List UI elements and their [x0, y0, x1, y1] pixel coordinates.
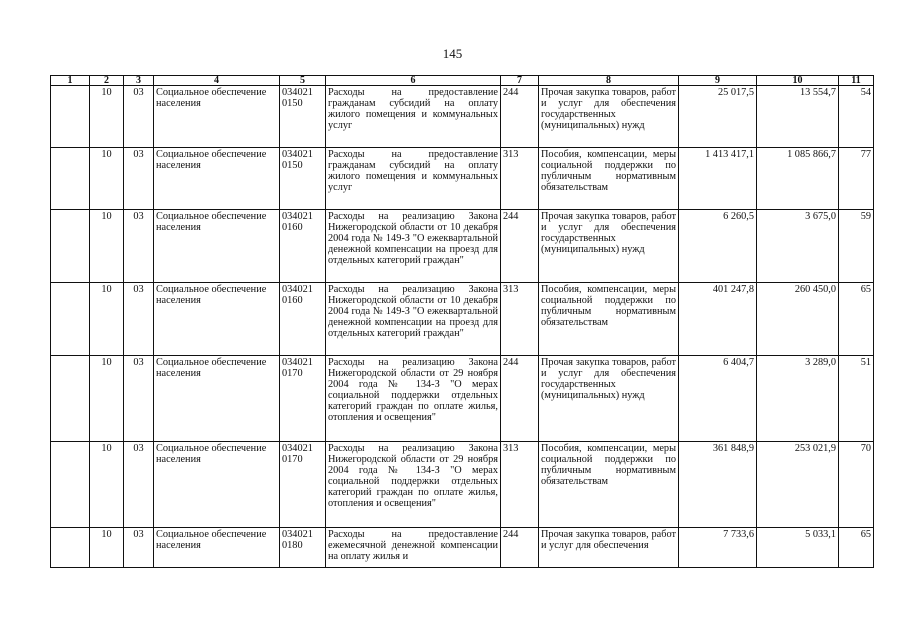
table-row — [51, 442, 874, 528]
cell-expense-name: Прочая закупка товаров, работ и услуг для обеспечения государственных (муниципальных) нужд — [539, 210, 679, 283]
cell-target-code: 034021 0170 — [280, 356, 326, 442]
cell-plan: 25 017,5 — [679, 86, 757, 148]
col-header: 7 — [501, 76, 539, 86]
cell-subsection: 03 — [124, 148, 154, 210]
cell-description: Расходы на реализацию Закона Нижегородской области от 29 ноября 2004 года № 134-З "О мерах социальной поддержки отдельных категорий граждан по оплате жилья, отопления и освещения" — [326, 356, 501, 442]
cell-plan: 1 413 417,1 — [679, 148, 757, 210]
cell-name: Социальное обеспечение населения — [154, 528, 280, 568]
cell-target-code: 034021 0150 — [280, 148, 326, 210]
cell-target-code: 034021 0180 — [280, 528, 326, 568]
budget-table — [50, 75, 874, 568]
cell-percent: 65 — [839, 283, 874, 356]
cell-description: Расходы на предоставление гражданам субсидий на оплату жилого помещения и коммунальных услуг — [326, 86, 501, 148]
cell-empty — [51, 528, 90, 568]
table-row — [51, 148, 874, 210]
col-header: 4 — [154, 76, 280, 86]
table-row — [51, 356, 874, 442]
cell-plan: 7 733,6 — [679, 528, 757, 568]
page-number: 145 — [442, 46, 463, 61]
cell-target-code: 034021 0160 — [280, 283, 326, 356]
cell-expense-name: Пособия, компенсации, меры социальной поддержки по публичным нормативным обязательствам — [539, 283, 679, 356]
cell-percent: 77 — [839, 148, 874, 210]
cell-expense-name: Пособия, компенсации, меры социальной поддержки по публичным нормативным обязательствам — [539, 148, 679, 210]
col-header: 10 — [757, 76, 839, 86]
col-header: 2 — [90, 76, 124, 86]
cell-expense-type: 313 — [501, 148, 539, 210]
col-header: 9 — [679, 76, 757, 86]
cell-subsection: 03 — [124, 442, 154, 528]
cell-empty — [51, 356, 90, 442]
col-header: 11 — [839, 76, 874, 86]
cell-empty — [51, 148, 90, 210]
cell-empty — [51, 283, 90, 356]
col-header: 1 — [51, 76, 90, 86]
cell-section: 10 — [90, 148, 124, 210]
cell-name: Социальное обеспечение населения — [154, 148, 280, 210]
cell-actual: 260 450,0 — [757, 283, 839, 356]
table-row — [51, 210, 874, 283]
table-row — [51, 283, 874, 356]
cell-expense-name: Пособия, компенсации, меры социальной поддержки по публичным нормативным обязательствам — [539, 442, 679, 528]
cell-empty — [51, 86, 90, 148]
cell-section: 10 — [90, 283, 124, 356]
cell-empty — [51, 210, 90, 283]
cell-target-code: 034021 0170 — [280, 442, 326, 528]
header-row — [51, 76, 874, 86]
cell-target-code: 034021 0160 — [280, 210, 326, 283]
cell-expense-name: Прочая закупка товаров, работ и услуг для обеспечения государственных (муниципальных) нужд — [539, 86, 679, 148]
cell-percent: 70 — [839, 442, 874, 528]
col-header: 6 — [326, 76, 501, 86]
cell-subsection: 03 — [124, 356, 154, 442]
cell-actual: 13 554,7 — [757, 86, 839, 148]
cell-actual: 5 033,1 — [757, 528, 839, 568]
cell-name: Социальное обеспечение населения — [154, 283, 280, 356]
cell-section: 10 — [90, 210, 124, 283]
cell-subsection: 03 — [124, 283, 154, 356]
cell-target-code: 034021 0150 — [280, 86, 326, 148]
table-row — [51, 528, 874, 568]
cell-name: Социальное обеспечение населения — [154, 86, 280, 148]
cell-actual: 3 675,0 — [757, 210, 839, 283]
cell-name: Социальное обеспечение населения — [154, 442, 280, 528]
cell-name: Социальное обеспечение населения — [154, 210, 280, 283]
cell-expense-type: 313 — [501, 442, 539, 528]
cell-section: 10 — [90, 356, 124, 442]
cell-subsection: 03 — [124, 86, 154, 148]
cell-expense-type: 244 — [501, 528, 539, 568]
cell-actual: 3 289,0 — [757, 356, 839, 442]
cell-plan: 6 260,5 — [679, 210, 757, 283]
col-header: 3 — [124, 76, 154, 86]
col-header: 5 — [280, 76, 326, 86]
cell-percent: 51 — [839, 356, 874, 442]
cell-plan: 6 404,7 — [679, 356, 757, 442]
cell-actual: 253 021,9 — [757, 442, 839, 528]
cell-name: Социальное обеспечение населения — [154, 356, 280, 442]
cell-expense-name: Прочая закупка товаров, работ и услуг для обеспечения — [539, 528, 679, 568]
cell-expense-type: 313 — [501, 283, 539, 356]
cell-percent: 54 — [839, 86, 874, 148]
cell-expense-type: 244 — [501, 86, 539, 148]
cell-plan: 401 247,8 — [679, 283, 757, 356]
cell-expense-type: 244 — [501, 356, 539, 442]
cell-description: Расходы на реализацию Закона Нижегородской области от 29 ноября 2004 года № 134-З "О мерах социальной поддержки отдельных категорий граждан по оплате жилья, отопления и освещения" — [326, 442, 501, 528]
cell-percent: 59 — [839, 210, 874, 283]
cell-section: 10 — [90, 442, 124, 528]
cell-description: Расходы на предоставление гражданам субсидий на оплату жилого помещения и коммунальных услуг — [326, 148, 501, 210]
cell-section: 10 — [90, 528, 124, 568]
cell-expense-type: 244 — [501, 210, 539, 283]
table-row — [51, 86, 874, 148]
cell-section: 10 — [90, 86, 124, 148]
cell-subsection: 03 — [124, 528, 154, 568]
cell-actual: 1 085 866,7 — [757, 148, 839, 210]
cell-expense-name: Прочая закупка товаров, работ и услуг для обеспечения государственных (муниципальных) нужд — [539, 356, 679, 442]
cell-empty — [51, 442, 90, 528]
col-header: 8 — [539, 76, 679, 86]
cell-description: Расходы на реализацию Закона Нижегородской области от 10 декабря 2004 года № 149-З "О ежеквартальной денежной компенсации на проезд для отдельных категорий граждан" — [326, 210, 501, 283]
cell-subsection: 03 — [124, 210, 154, 283]
cell-description: Расходы на реализацию Закона Нижегородской области от 10 декабря 2004 года № 149-З "О ежеквартальной денежной компенсации на проезд для отдельных категорий граждан" — [326, 283, 501, 356]
cell-plan: 361 848,9 — [679, 442, 757, 528]
cell-percent: 65 — [839, 528, 874, 568]
cell-description: Расходы на предоставление ежемесячной денежной компенсации на оплату жилья и — [326, 528, 501, 568]
